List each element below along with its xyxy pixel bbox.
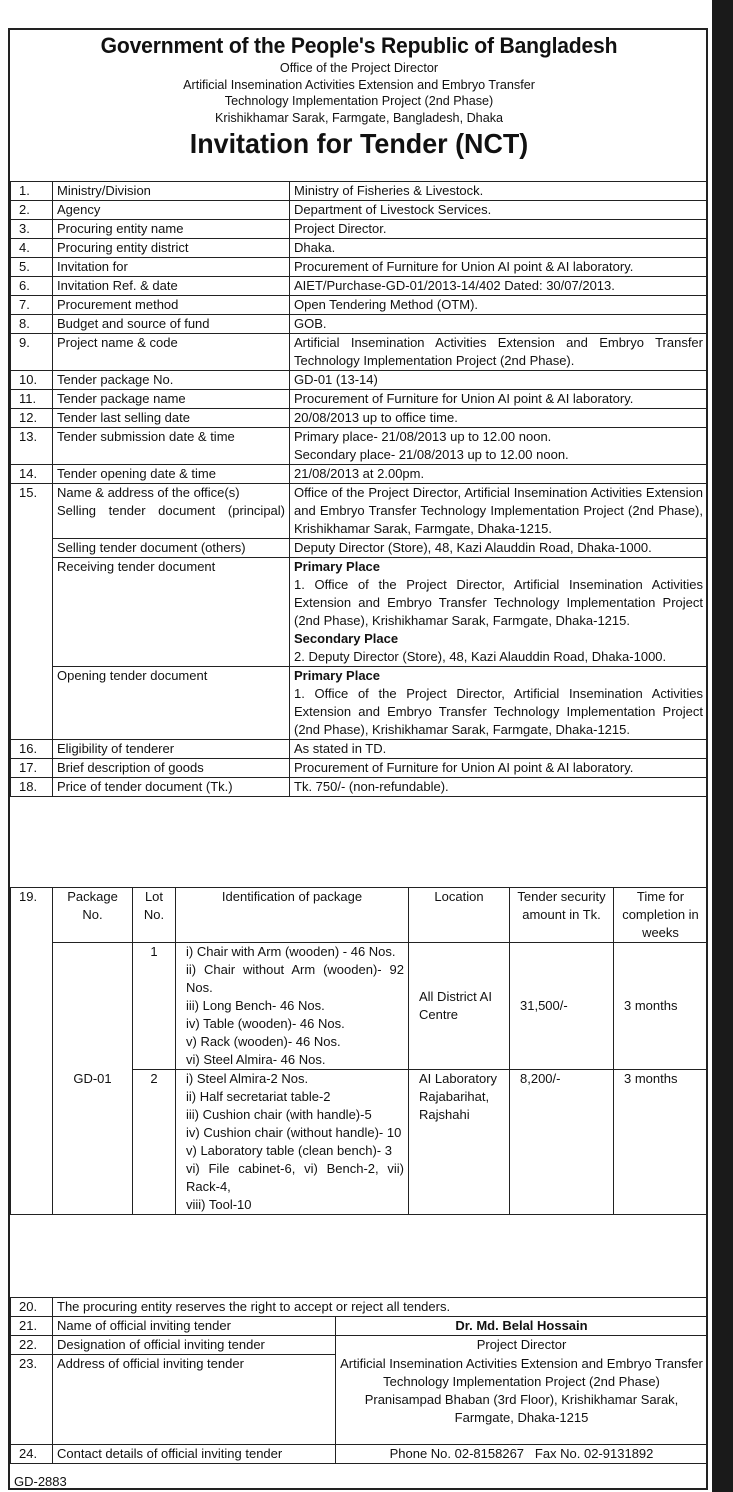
row-label: Procuring entity district (53, 239, 290, 258)
row-value: Procurement of Furniture for Union AI point & AI laboratory. (290, 258, 708, 277)
table-row (11, 334, 708, 371)
row-value: As stated in TD. (290, 740, 708, 759)
lot-items: i) Chair with Arm (wooden) - 46 Nos. ii) Chair without Arm (wooden)- 92 Nos. iii) Long Bench- 46 Nos. iv) Table (wooden)- 46 Nos. v) Rack (wooden)- 46 Nos. vi) Steel Almira- 46 Nos. (176, 943, 409, 1070)
lot-number: 2 (133, 1070, 176, 1215)
row-label: Brief description of goods (53, 759, 290, 778)
header-location: Location (409, 888, 510, 943)
government-heading: Government of the People's Republic of Bangladesh (100, 33, 618, 58)
table-row (11, 201, 708, 220)
row-value: Open Tendering Method (OTM). (290, 296, 708, 315)
row-label: Tender package No. (53, 371, 290, 390)
table-row (11, 258, 708, 277)
row-label: Eligibility of tenderer (53, 740, 290, 759)
secondary-place-text: 2. Deputy Director (Store), 48, Kazi Alauddin Road, Dhaka-1000. (294, 649, 667, 664)
selling-others-value: Deputy Director (Store), 48, Kazi Alauddin Road, Dhaka-1000. (290, 539, 708, 558)
table-row (11, 371, 708, 390)
project-line-2: Technology Implementation Project (2nd Phase) (224, 93, 494, 108)
official-address (336, 1355, 708, 1445)
lot-items: i) Steel Almira-2 Nos. ii) Half secretariat table-2 iii) Cushion chair (with handle)-5 iv) Cushion chair (without handle)- 10 v) Laboratory table (clean bench)- 3 vi) File cabinet-6, vi) Bench-2, vii) Rack-4, viii) Tool-10 (176, 1070, 409, 1215)
row-value: Procurement of Furniture for Union AI point & AI laboratory. (290, 390, 708, 409)
row-value: GD-01 (13-14) (290, 371, 708, 390)
row-label: Tender last selling date (53, 409, 290, 428)
primary-place-text: 1. Office of the Project Director, Artificial Insemination Activities Extension and Embryo Transfer Technology Implementation Project (2nd Phase), Krishikhamar Sarak, Farmgate, Dhaka-1215. (294, 577, 703, 628)
table-row (11, 740, 708, 759)
package-header-row (11, 888, 708, 943)
opening-value (290, 667, 708, 740)
row-value: 21/08/2013 at 2.00pm. (290, 465, 708, 484)
row-label: Tender package name (53, 390, 290, 409)
lot-location: AI Laboratory Rajabarihat, Rajshahi (409, 1070, 510, 1215)
reservation-note: The procuring entity reserves the right to accept or reject all tenders. (53, 1298, 708, 1317)
row-number: 5. (11, 258, 53, 277)
row-value: Procurement of Furniture for Union AI point & AI laboratory. (290, 759, 708, 778)
row-label: Invitation Ref. & date (53, 277, 290, 296)
primary-submission: Primary place- 21/08/2013 up to 12.00 noon. (294, 429, 552, 444)
header-package-no: Package No. (53, 888, 133, 943)
table-row (11, 409, 708, 428)
primary-place-heading: Primary Place (294, 559, 381, 574)
selling-others-label: Selling tender document (others) (53, 539, 290, 558)
official-name: Dr. Md. Belal Hossain (336, 1317, 708, 1336)
row-number: 23. (11, 1355, 53, 1445)
package-number: GD-01 (53, 943, 133, 1215)
row-number: 16. (11, 740, 53, 759)
scan-edge-bar (712, 0, 733, 1492)
table-row (11, 1336, 708, 1355)
table-row (11, 220, 708, 239)
row-number: 9. (11, 334, 53, 371)
row-number: 24. (11, 1445, 53, 1464)
row-value: Project Director. (290, 220, 708, 239)
opening-primary-heading: Primary Place (294, 668, 381, 683)
row-number: 12. (11, 409, 53, 428)
row-number: 1. (11, 182, 53, 201)
table-row (11, 465, 708, 484)
row-value: Ministry of Fisheries & Livestock. (290, 182, 708, 201)
secondary-place-heading: Secondary Place (294, 631, 399, 646)
row-number: 8. (11, 315, 53, 334)
row-label: Address of official inviting tender (53, 1355, 336, 1445)
row-number: 19. (11, 888, 53, 1215)
row-label: Agency (53, 201, 290, 220)
table-row (11, 182, 708, 201)
row-number: 2. (11, 201, 53, 220)
row-label: Budget and source of fund (53, 315, 290, 334)
secondary-submission: Secondary place- 21/08/2013 up to 12.00 noon. (294, 447, 569, 462)
table-row-15-opening (11, 667, 708, 740)
notice-title: Invitation for Tender (NCT) (189, 128, 529, 159)
project-line-1: Artificial Insemination Activities Extension and Embryo Transfer (183, 76, 535, 92)
row-number: 20. (11, 1298, 53, 1317)
table-row (11, 1445, 708, 1464)
lot-location: All District AI Centre (409, 943, 510, 1070)
row-value: Tk. 750/- (non-refundable). (290, 778, 708, 797)
receiving-label: Receiving tender document (53, 558, 290, 667)
row-label: Designation of official inviting tender (53, 1336, 336, 1355)
table-row (11, 759, 708, 778)
row-number: 11. (11, 390, 53, 409)
receiving-value (290, 558, 708, 667)
table-row (11, 1298, 708, 1317)
row-number: 7. (11, 296, 53, 315)
row-label: Contact details of official inviting tender (53, 1445, 336, 1464)
lot-time: 3 months (614, 1070, 708, 1215)
row-value (290, 428, 708, 465)
row-value: Artificial Insemination Activities Extension and Embryo Transfer Technology Implementation Project (2nd Phase). (290, 334, 708, 371)
table-row (11, 315, 708, 334)
row-value: Office of the Project Director, Artificial Insemination Activities Extension and Embryo Transfer Technology Implementation Project (2nd Phase), Krishikhamar Sarak, Farmgate, Dhaka-1215. (290, 484, 708, 539)
row-number: 10. (11, 371, 53, 390)
contact-details: Phone No. 02-8158267 Fax No. 02-9131892 (336, 1445, 708, 1464)
table-row (11, 390, 708, 409)
row-number: 14. (11, 465, 53, 484)
row-number: 4. (11, 239, 53, 258)
row-label: Invitation for (53, 258, 290, 277)
table-row (11, 277, 708, 296)
row-number: 3. (11, 220, 53, 239)
package-table (10, 887, 708, 1215)
row-number: 13. (11, 428, 53, 465)
row-number: 22. (11, 1336, 53, 1355)
row-value: 20/08/2013 up to office time. (290, 409, 708, 428)
table-row (11, 428, 708, 465)
row-number: 21. (11, 1317, 53, 1336)
table-row (11, 239, 708, 258)
office-address-label: Name & address of the office(s) (57, 485, 240, 500)
selling-principal-label: Selling tender document (principal) (57, 503, 285, 518)
row-value: AIET/Purchase-GD-01/2013-14/402 Dated: 30/07/2013. (290, 277, 708, 296)
table-row-15-receiving (11, 558, 708, 667)
lot-security: 31,500/- (510, 943, 614, 1070)
table-row (11, 1355, 708, 1445)
notice-header (10, 32, 708, 160)
reference-code: GD-2883 (14, 1474, 67, 1489)
row-label (53, 484, 290, 539)
header-time: Time for completion in weeks (614, 888, 708, 943)
header-lot-no: Lot No. (133, 888, 176, 943)
header-security: Tender security amount in Tk. (510, 888, 614, 943)
lot-row (11, 943, 708, 1070)
opening-primary-text: 1. Office of the Project Director, Artificial Insemination Activities Extension and Embryo Transfer Technology Implementation Project (2nd Phase), Krishikhamar Sarak, Farmgate, Dhaka-1215. (294, 686, 703, 737)
row-value: Dhaka. (290, 239, 708, 258)
header-identification: Identification of package (176, 888, 409, 943)
table-row (11, 778, 708, 797)
row-number: 6. (11, 277, 53, 296)
row-label: Procuring entity name (53, 220, 290, 239)
row-label: Tender opening date & time (53, 465, 290, 484)
official-designation: Project Director (336, 1336, 708, 1355)
table-row (11, 1317, 708, 1336)
row-label: Ministry/Division (53, 182, 290, 201)
lot-time: 3 months (614, 943, 708, 1070)
row-label: Project name & code (53, 334, 290, 371)
row-number: 15. (11, 484, 53, 740)
row-label: Price of tender document (Tk.) (53, 778, 290, 797)
table-row (11, 296, 708, 315)
row-number: 18. (11, 778, 53, 797)
row-value: Department of Livestock Services. (290, 201, 708, 220)
address-line: Krishikhamar Sarak, Farmgate, Bangladesh, Dhaka (214, 109, 504, 125)
row-number: 17. (11, 759, 53, 778)
row-label: Tender submission date & time (53, 428, 290, 465)
official-address-line-1: Artificial Insemination Activities Extension and Embryo Transfer Technology Implementation Project (2nd Phase) (340, 1355, 703, 1389)
lot-number: 1 (133, 943, 176, 1070)
official-address-line-2: Pranisampad Bhaban (3rd Floor), Krishikhamar Sarak, Farmgate, Dhaka-1215 (364, 1391, 679, 1425)
official-table (10, 1297, 708, 1464)
table-row-15-others (11, 539, 708, 558)
row-label: Procurement method (53, 296, 290, 315)
table-row-15 (11, 484, 708, 539)
opening-label: Opening tender document (53, 667, 290, 740)
row-label: Name of official inviting tender (53, 1317, 336, 1336)
office-line: Office of the Project Director (279, 60, 439, 75)
row-value: GOB. (290, 315, 708, 334)
lot-security: 8,200/- (510, 1070, 614, 1215)
tender-details-table (10, 181, 708, 797)
